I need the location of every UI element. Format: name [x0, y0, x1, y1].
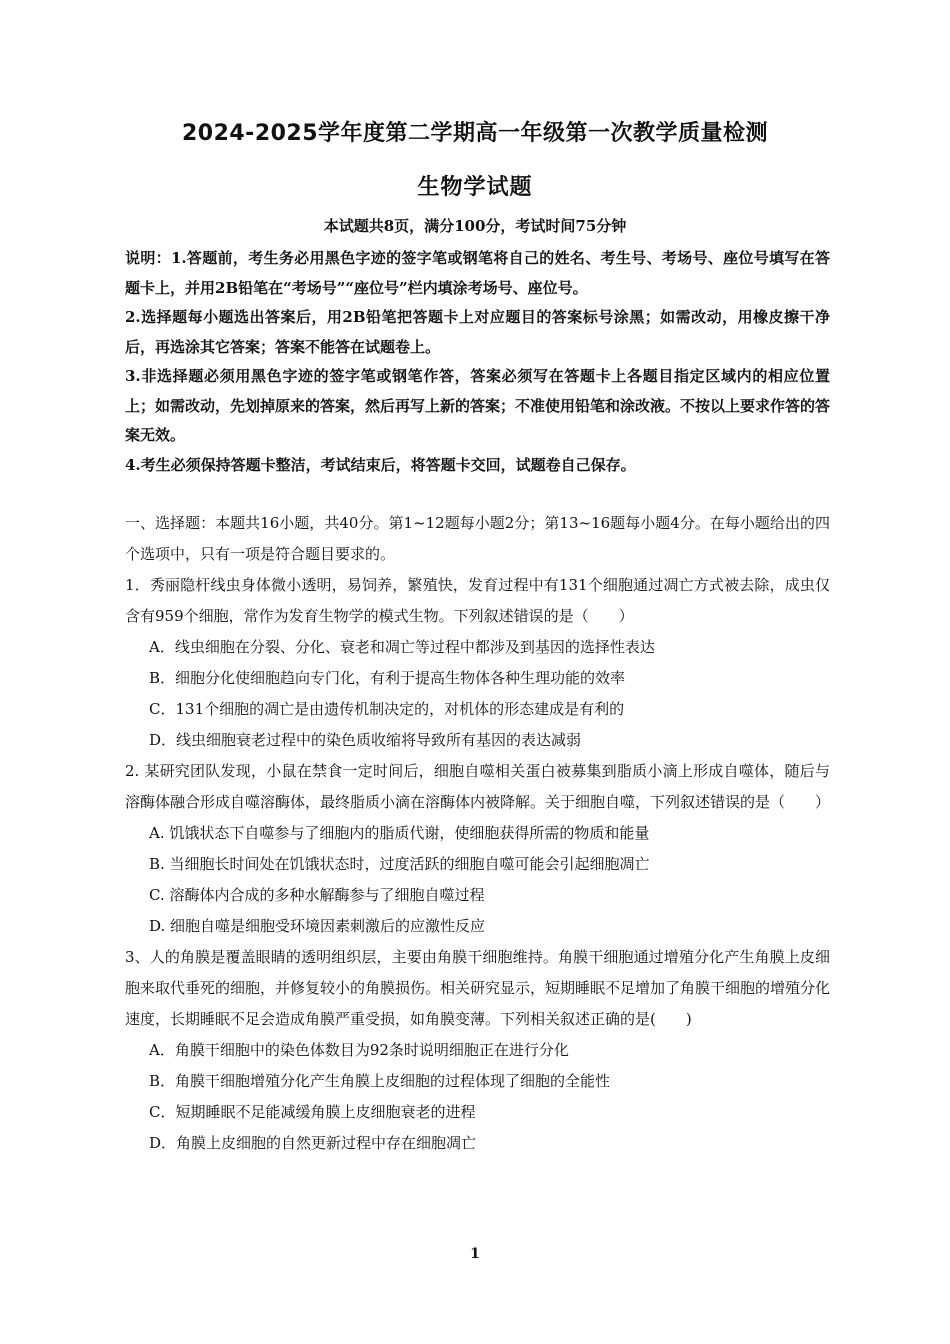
question-1-option-a: A．线虫细胞在分裂、分化、衰老和凋亡等过程中都涉及到基因的选择性表达	[149, 638, 655, 656]
instruction-1: 说明：1.答题前，考生务必用黑色字迹的签字笔或钢笔将自己的姓名、考生号、考场号、座位号填写在答题卡上，并用2B铅笔在“考场号”“座位号”栏内填涂考场号、座位号。	[125, 249, 830, 297]
question-1-stem: 1．秀丽隐杆线虫身体微小透明，易饲养，繁殖快，发育过程中有131个细胞通过凋亡方式被去除，成虫仅含有959个细胞，常作为发育生物学的模式生物。下列叙述错误的是（ ）	[125, 576, 830, 625]
question-3-option-a: A．角膜干细胞中的染色体数目为92条时说明细胞正在进行分化	[149, 1041, 569, 1059]
instruction-3: 3.非选择题必须用黑色字迹的签字笔或钢笔作答，答案必须写在答题卡上各题目指定区域内的相应位置上；如需改动，先划掉原来的答案，然后再写上新的答案；不准使用铅笔和涂改液。不按以上要求作答的答案无效。	[125, 367, 831, 444]
question-2-option-d: D. 细胞自噬是细胞受环境因素刺激后的应激性反应	[149, 917, 486, 935]
question-1-option-b: B．细胞分化使细胞趋向专门化，有利于提高生物体各种生理功能的效率	[149, 669, 626, 687]
instruction-2: 2.选择题每小题选出答案后，用2B铅笔把答题卡上对应题目的答案标号涂黑；如需改动，用橡皮擦干净后，再选涂其它答案；答案不能答在试题卷上。	[125, 308, 830, 356]
section-intro: 一、选择题：本题共16小题，共40分。第1~12题每小题2分；第13~16题每小题4分。在每小题给出的四个选项中，只有一项是符合题目要求的。	[125, 514, 830, 563]
instructions	[125, 244, 830, 480]
question-3-option-b: B．角膜干细胞增殖分化产生角膜上皮细胞的过程体现了细胞的全能性	[149, 1072, 611, 1090]
question-1-option-c: C．131个细胞的凋亡是由遗传机制决定的，对机体的形态建成是有利的	[149, 700, 625, 718]
question-3-stem: 3、人的角膜是覆盖眼睛的透明组织层，主要由角膜干细胞维持。角膜干细胞通过增殖分化产生角膜上皮细胞来取代垂死的细胞，并修复较小的角膜损伤。相关研究显示，短期睡眠不足增加了角膜干细胞的增殖分化速度，长期睡眠不足会造成角膜严重受损，如角膜变薄。下列相关叙述正确的是( )	[125, 948, 831, 1028]
question-2-option-c: C. 溶酶体内合成的多种水解酶参与了细胞自噬过程	[149, 886, 485, 904]
exam-title: 2024-2025学年度第二学期高一年级第一次教学质量检测	[181, 121, 769, 146]
question-2-stem: 2. 某研究团队发现，小鼠在禁食一定时间后，细胞自噬相关蛋白被募集到脂质小滴上形成自噬体，随后与溶酶体融合形成自噬溶酶体，最终脂质小滴在溶酶体内被降解。关于细胞自噬，下列叙述错误的是（ ）	[125, 762, 831, 811]
exam-meta: 本试题共8页，满分100分，考试时间75分钟	[323, 217, 627, 235]
question-2-option-b: B. 当细胞长时间处在饥饿状态时，过度活跃的细胞自噬可能会引起细胞凋亡	[149, 855, 650, 873]
question-3-option-c: C．短期睡眠不足能减缓角膜上皮细胞衰老的进程	[149, 1103, 476, 1121]
multiple-choice-section	[125, 508, 830, 1159]
exam-subtitle: 生物学试题	[417, 175, 533, 200]
question-2-option-a: A. 饥饿状态下自噬参与了细胞内的脂质代谢，使细胞获得所需的物质和能量	[149, 824, 650, 842]
question-3-option-d: D．角膜上皮细胞的自然更新过程中存在细胞凋亡	[149, 1134, 477, 1152]
instruction-4: 4.考生必须保持答题卡整洁，考试结束后，将答题卡交回，试题卷自己保存。	[125, 455, 636, 474]
page-number: 1	[470, 1246, 480, 1262]
question-1-option-d: D．线虫细胞衰老过程中的染色质收缩将导致所有基因的表达减弱	[149, 731, 582, 749]
